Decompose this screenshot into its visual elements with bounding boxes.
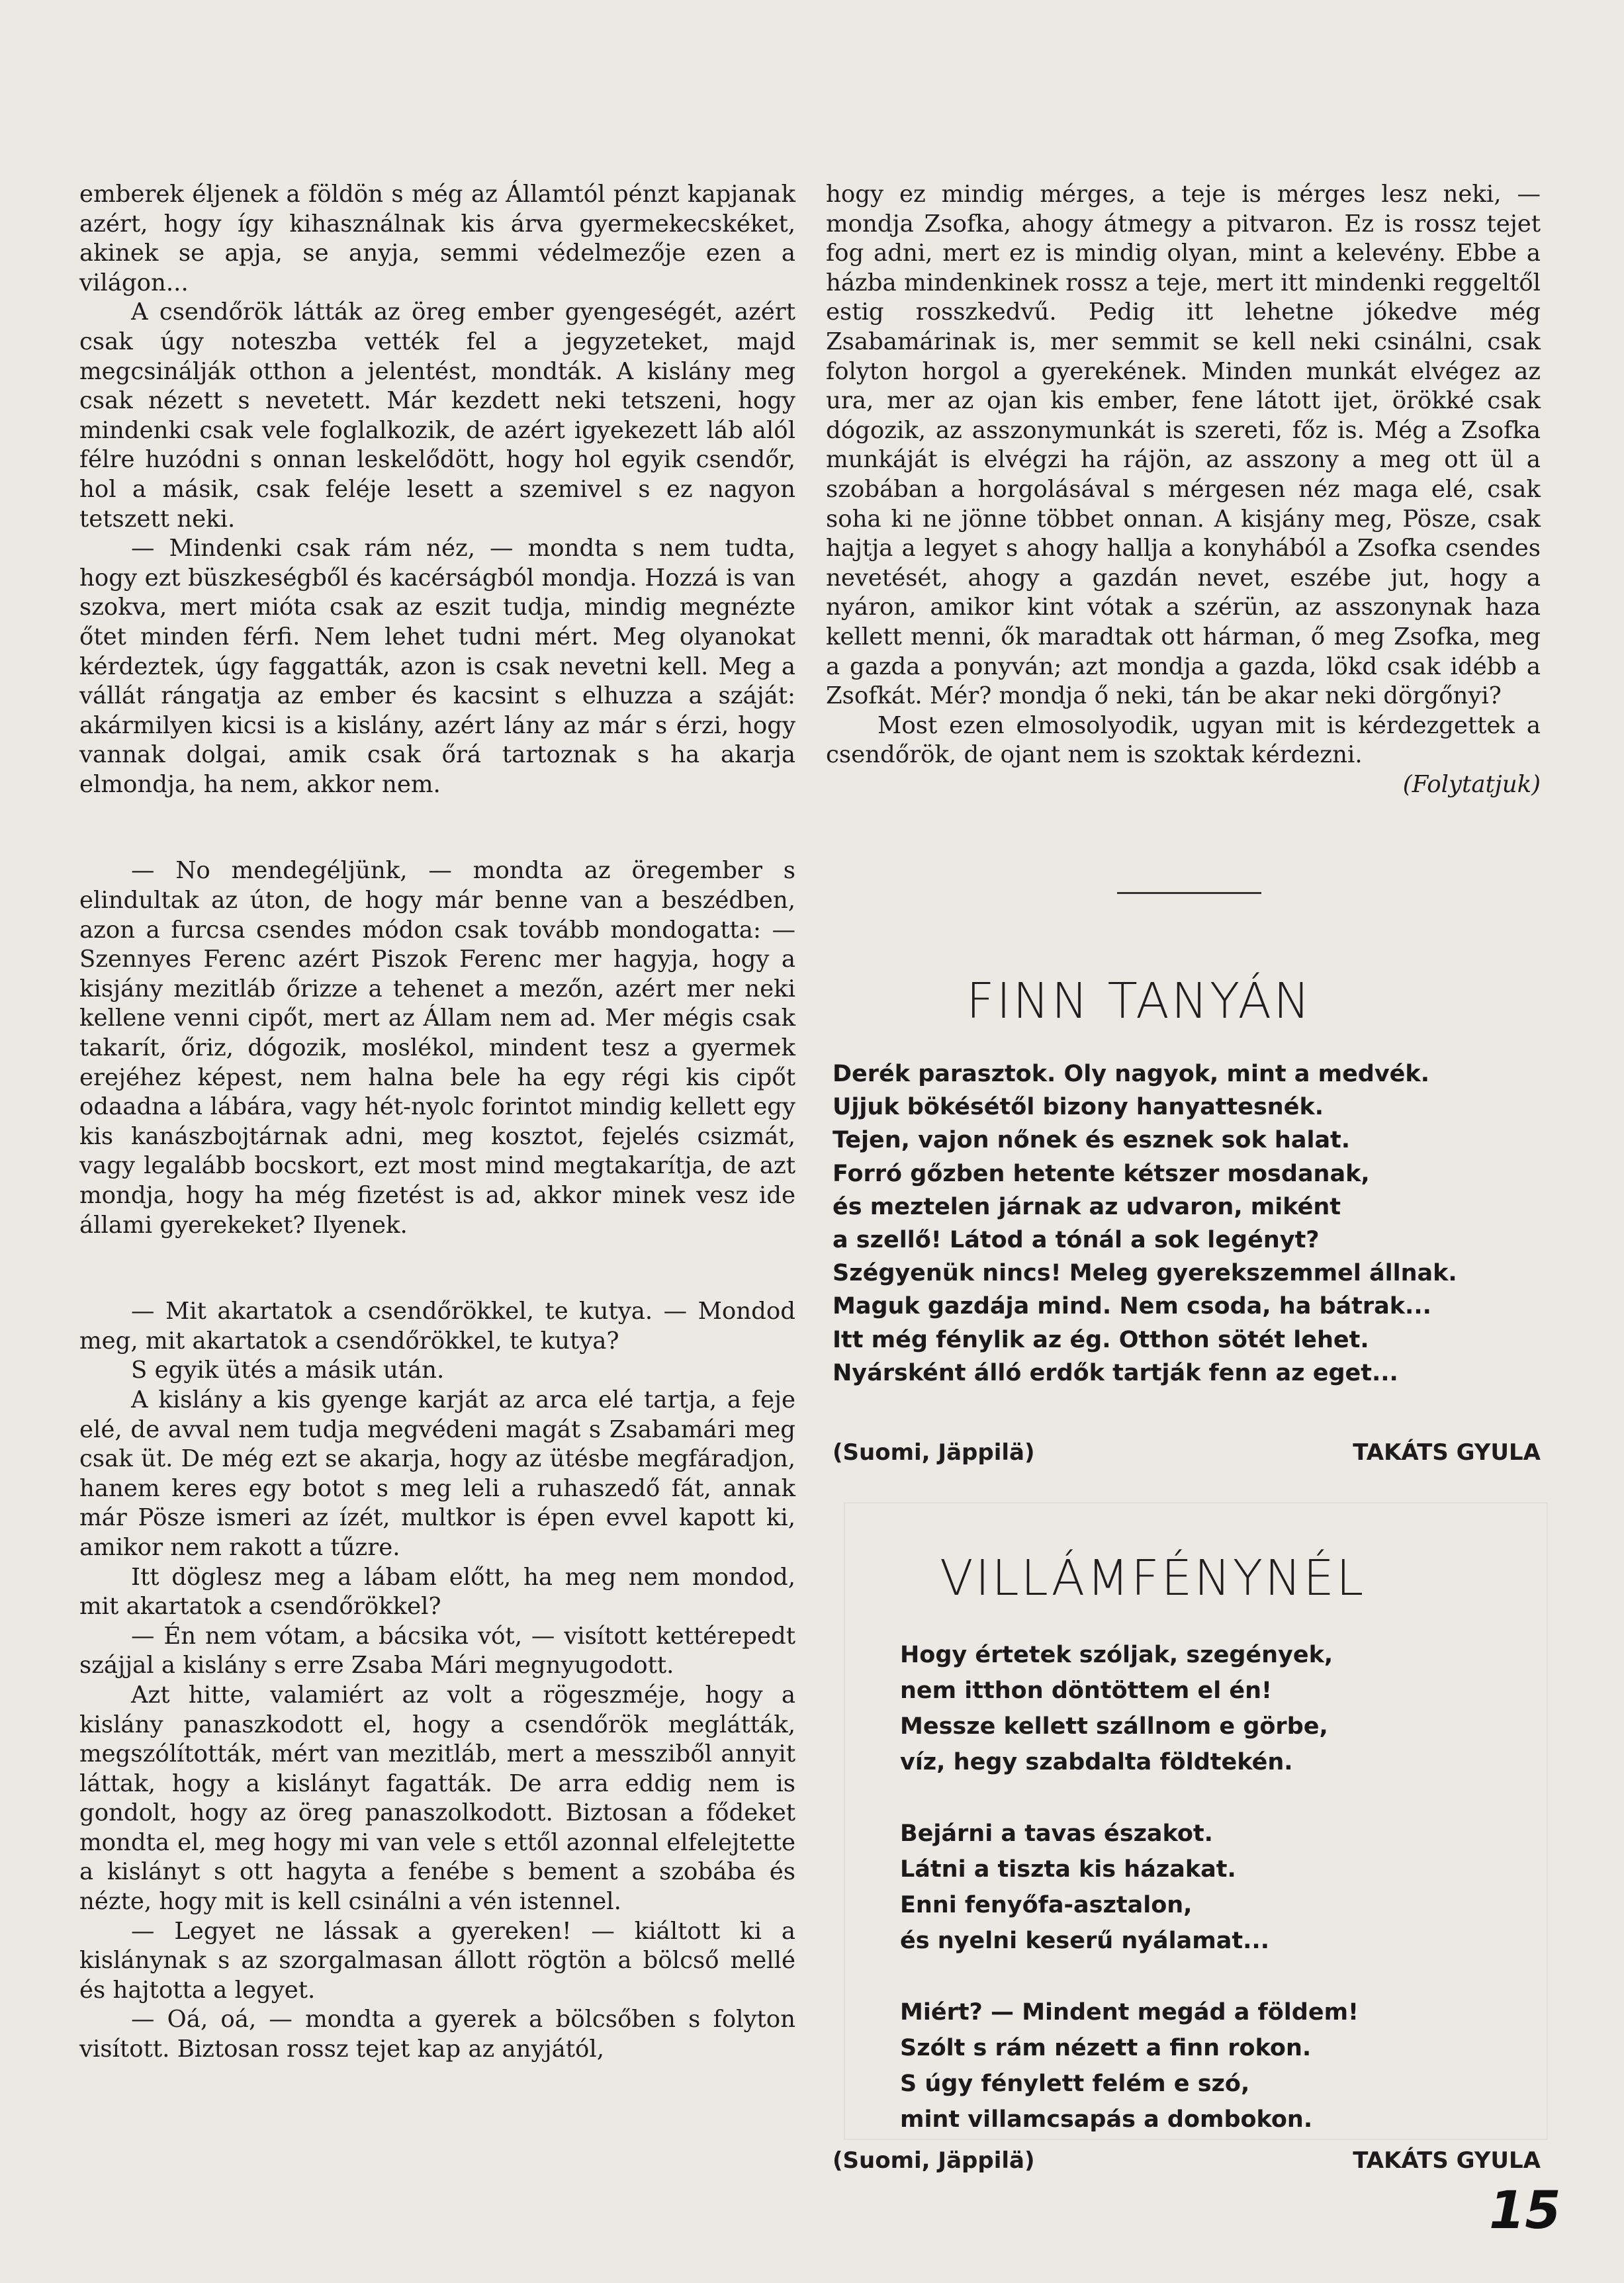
- paragraph: — No mendegéljünk, — mondta az öregember s elindultak az úton, de hogy már benne van a beszédben, azon a furcsa csendes módon csak tovább mondogatta: — Szennyes Ferenc azért Piszok Ferenc mer hagyja, hogy a kisjány mezitláb őrizze a tehenet a mezőn, azért mer neki kellene venni cipőt, mert az Állam nem ad. Mer mégis csak takarít, őriz, dógozik, moslékol, mindent tesz a gyermek erejéhez képest, nem halna bele ha egy régi kis cipőt odaadna a lábára, vagy hét-nyolc forintot mindig kellett egy kis kanászbojtárnak adni, meg kosztot, fejelés csizmát, vagy legalább bocskort, ezt most mind megtakarítja, de azt mondja, hogy ha még fizetést is ad, akkor minek vesz ide állami gyerekeket? Ilyenek.: [79, 857, 795, 1239]
- article-left-column: [79, 180, 795, 2065]
- poem-line: Nyársként álló erdők tartják fenn az eget...: [833, 1359, 1398, 1386]
- poem-line: Bejárni a tavas északot.: [900, 1820, 1213, 1847]
- paragraph: hogy ez mindig mérges, a teje is mérges lesz neki, — mondja Zsofka, ahogy átmegy a pitvaron. Ez is rossz tejet fog adni, mert ez is mindig olyan, mint a kelevény. Ebbe a házba mindenkinek rossz a teje, mert itt mindenki reggeltől estig rosszkedvű. Pedig itt lehetne jókedve még Zsabamárinak is, mer semmit se kell neki csinálni, csak folyton horgol a gyerekének. Minden munkát elvégez az ura, mer az ojan kis ember, fene látott ijet, örökké csak dógozik, az asszonymunkát is szereti, főz is. Még a Zsofka munkáját is elvégzi ha rájön, az asszony a meg ott ül a szobában a horgolásával s mérgesen néz maga elé, csak soha ki ne jönne többet onnan. A kisjány meg, Pösze, csak hajtja a legyet s ahogy hallja a konyhából a Zsofka csendes nevetését, ahogy a gazdán nevet, eszébe jut, hogy a nyáron, amikor kint vótak a szérün, az asszonynak haza kellett menni, ők maradtak ott hárman, ő meg Zsofka, meg a gazda a ponyván; azt mondja a gazda, lökd csak idébb a Zsofkát. Mér? mondja ő neki, tán be akar neki dörgőnyi?: [826, 181, 1541, 710]
- paragraph: — Oá, oá, — mondta a gyerek a bölcsőben s folyton visított. Biztosan rossz tejet kap az anyjától,: [79, 2006, 795, 2063]
- poem-line: Itt még fénylik az ég. Otthon sötét lehet.: [833, 1326, 1369, 1353]
- poem-line: Enni fenyőfa-asztalon,: [900, 1892, 1193, 1918]
- poem-line: mint villamcsapás a dombokon.: [900, 2106, 1313, 2133]
- poem-title-finn-tanyan: FINN TANYÁN: [966, 973, 1312, 1030]
- paragraph: S egyik ütés a másik után.: [131, 1357, 445, 1384]
- poem-line: Forró gőzben hetente kétszer mosdanak,: [833, 1160, 1370, 1187]
- poem-line: Szégyenük nincs! Meleg gyerekszemmel állnak.: [833, 1260, 1457, 1287]
- poem-line: Tejen, vajon nőnek és esznek sok halat.: [833, 1127, 1351, 1154]
- poem-source: (Suomi, Jäppilä): [833, 1439, 1035, 1466]
- paragraph-gap: [79, 1240, 795, 1297]
- paragraph-gap: [79, 799, 795, 856]
- poem-line: és meztelen járnak az udvaron, miként: [833, 1193, 1341, 1220]
- paragraph: Azt hitte, valamiért az volt a rögeszméje, hogy a kislány panaszkodott el, hogy a csendőrök meglátták, megszólították, mért van mezitláb, mert a messziből annyit láttak, hogy a kislányt fagatták. De arra eddig nem is gondolt, hogy az öreg panaszolkodott. Biztosan a fődeket mondta el, meg hogy mi van vele s ettől azonnal elfelejtette a kislányt s ott hagyta a fenébe s bement a szobába és nézte, hogy mit is kell csinálni a vén istennel.: [79, 1681, 795, 1916]
- poem-line: és nyelni keserű nyálamat...: [900, 1928, 1270, 1954]
- poem-author: TAKÁTS GYULA: [1353, 1439, 1541, 1466]
- page-number: 15: [1489, 2181, 1561, 2241]
- paragraph: emberek éljenek a földön s még az Államtól pénzt kapjanak azért, hogy így kihasználnak kis árva gyermekecskéket, akinek se apja, se anyja, semmi védelmezője ezen a világon...: [79, 181, 795, 296]
- poem-line: Miért? — Mindent megád a földem!: [900, 1999, 1359, 2026]
- poem-line: Hogy értetek szóljak, szegények,: [900, 1642, 1333, 1668]
- poem-line: Ujjuk bökésétől bizony hanyattesnék.: [833, 1094, 1324, 1121]
- poem-line: Derék parasztok. Oly nagyok, mint a medvék.: [833, 1061, 1429, 1087]
- paragraph: A kislány a kis gyenge karját az arca elé tartja, a feje elé, de avval nem tudja megvédeni magát s Zsabamári meg csak üt. De még ezt se akarja, hogy az ütésbe megfáradjon, hanem keres egy botot s meg leli a ruhaszedő fát, annak már Pösze ismeri az ízét, multkor is épen evvel kapott ki, amikor nem rakott a tűzre.: [79, 1386, 795, 1561]
- poem-source: (Suomi, Jäppilä): [833, 2147, 1035, 2174]
- to-be-continued: (Folytatjuk): [1402, 770, 1541, 798]
- paragraph: Itt döglesz meg a lábam előtt, ha meg nem mondod, mit akartatok a csendőrökkel?: [79, 1563, 795, 1621]
- stanza-gap: [900, 1959, 1359, 1994]
- article-right-paragraphs: [826, 180, 1541, 770]
- stanza-gap: [900, 1780, 1359, 1816]
- paragraph: Most ezen elmosolyodik, ugyan mit is kérdezgettek a csendőrök, de ojant nem is szoktak kérdezni.: [826, 711, 1541, 769]
- paragraph: — Mit akartatok a csendőrökkel, te kutya. — Mondod meg, mit akartatok a csendőrökkel, te kutya?: [79, 1298, 795, 1355]
- poem-signature-finn: [833, 1439, 1541, 1466]
- poem-signature-villam: [833, 2147, 1541, 2174]
- poem-line: Maguk gazdája mind. Nem csoda, ha bátrak...: [833, 1293, 1431, 1320]
- article-right-column: [826, 180, 1541, 799]
- poem-line: S úgy fénylett felém e szó,: [900, 2071, 1250, 2097]
- poem-line: Messze kellett szállnom e görbe,: [900, 1713, 1328, 1740]
- poem-title-villamfenynel: VILLÁMFÉNYNÉL: [940, 1550, 1366, 1607]
- poem-villamfenynel: [900, 1637, 1359, 2137]
- poem-line: a szellő! Látod a tónál a sok legényt?: [833, 1227, 1320, 1254]
- poem-line: Szólt s rám nézett a finn rokon.: [900, 2035, 1312, 2061]
- poem-line: Látni a tiszta kis házakat.: [900, 1856, 1236, 1883]
- poem-line: nem itthon döntöttem el én!: [900, 1678, 1273, 1704]
- poem-line: víz, hegy szabdalta földtekén.: [900, 1749, 1293, 1775]
- paragraph: — Mindenki csak rám néz, — mondta s nem tudta, hogy ezt büszkeségből és kacérságból mondja. Hozzá is van szokva, mert mióta csak az eszit tudja, mindig megnézte őtet minden férfi. Nem lehet tudni mért. Meg olyanokat kérdeztek, úgy faggatták, azon is csak nevetni kell. Meg a vállát rángatja az ember és kacsint s elhuzza a száját: akármilyen kicsi is a kislány, azért lány az már s érzi, hogy vannak dolgai, amik csak őrá tartoznak s ha akarja elmondja, ha nem, akkor nem.: [79, 535, 795, 798]
- poem-author: TAKÁTS GYULA: [1353, 2147, 1541, 2174]
- paragraph: A csendőrök látták az öreg ember gyengeségét, azért csak úgy noteszba vették fel a jegyzeteket, majd megcsinálják otthon a jelentést, mondták. A kislány meg csak nézett s nevetett. Már kezdett neki tetszeni, hogy mindenki csak vele foglalkozik, de azért igyekezett láb alól félre huzódni s onnan leskelődött, hogy hol egyik csendőr, hol a másik, csak feléje lesett a szemivel s ez nagyon tetszett neki.: [79, 298, 795, 533]
- paragraph: — Legyet ne lássak a gyereken! — kiáltott ki a kislánynak s az szorgalmasan állott rögtön a bölcső mellé és hajtotta a legyet.: [79, 1917, 795, 2004]
- section-divider: [1117, 892, 1261, 894]
- poem-finn-tanyan: [833, 1057, 1457, 1390]
- paragraph: — Én nem vótam, a bácsika vót, — visított kettérepedt szájjal a kislány s erre Zsaba Mári megnyugodott.: [79, 1622, 795, 1679]
